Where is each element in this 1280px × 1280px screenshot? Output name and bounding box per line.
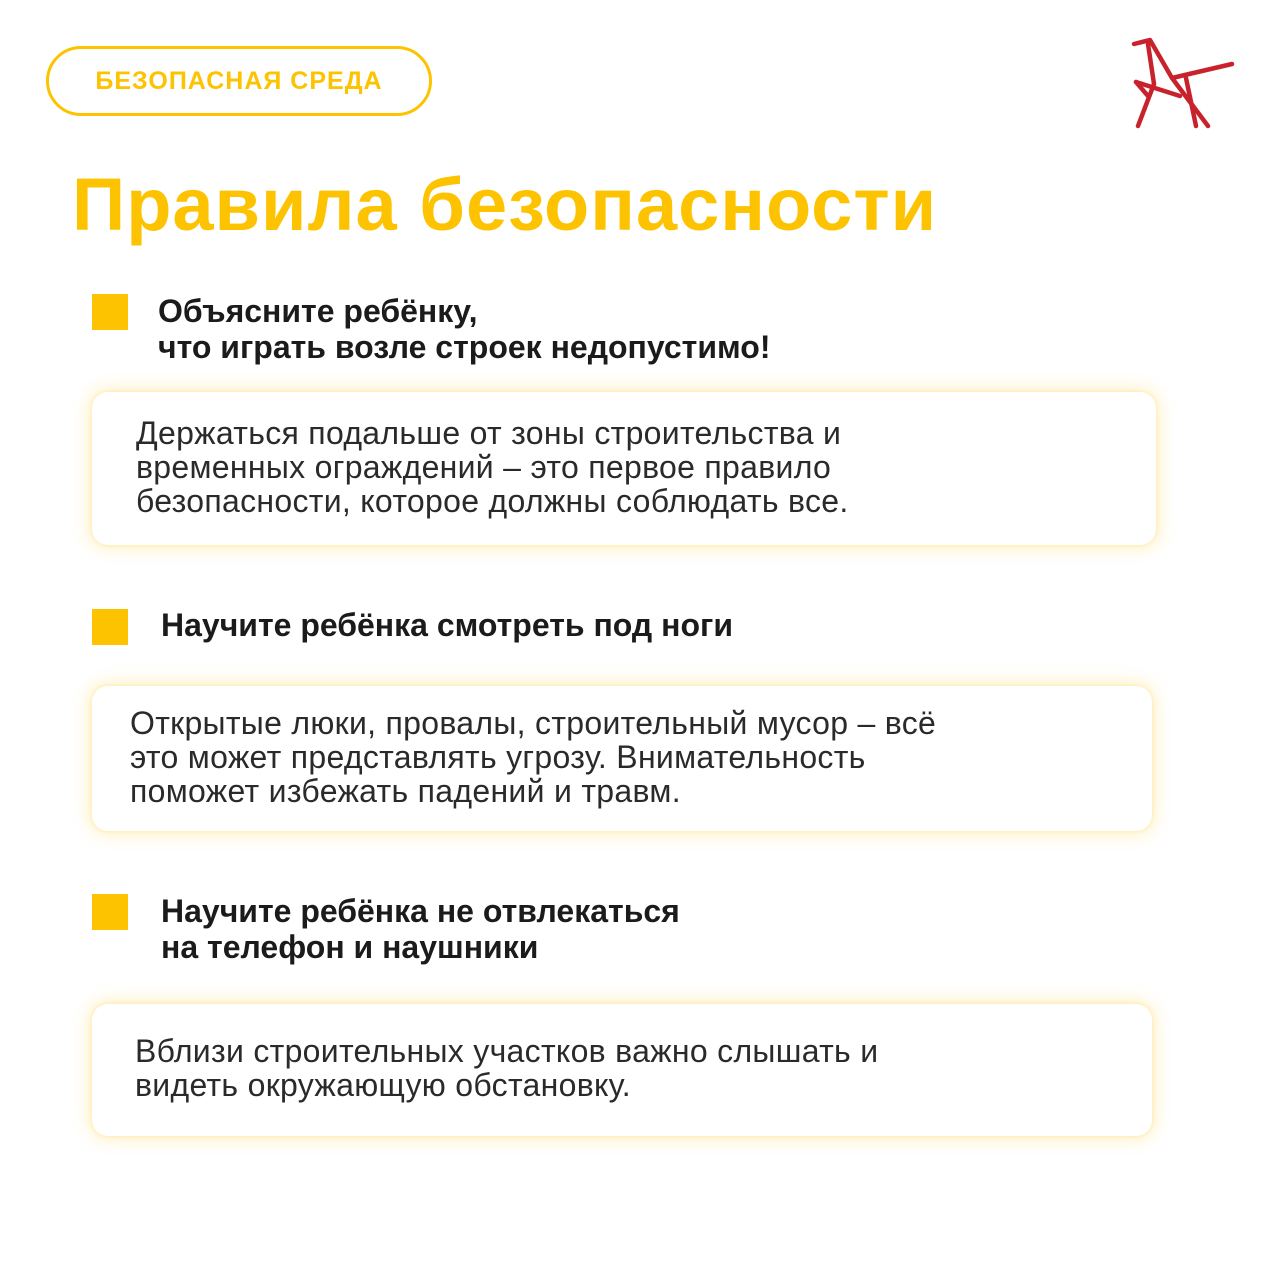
- rule-1-marker: [92, 294, 128, 330]
- rule-1-heading-line: Объясните ребёнку,: [158, 293, 478, 329]
- rule-1-heading: [158, 293, 770, 365]
- rule-3-text-line: Вблизи строительных участков важно слышать и: [135, 1033, 879, 1069]
- rule-3-card: [92, 1004, 1152, 1136]
- section-badge: [46, 46, 432, 116]
- rule-1-text-line: временных ограждений – это первое правило: [136, 449, 832, 485]
- rule-3-marker: [92, 894, 128, 930]
- page-title: Правила безопасности: [72, 163, 938, 246]
- rule-2-heading-line: Научите ребёнка смотреть под ноги: [161, 607, 733, 643]
- rule-1-text-line: безопасности, которое должны соблюдать все.: [136, 483, 849, 519]
- rule-2-marker: [92, 609, 128, 645]
- rule-2-text-line: Открытые люки, провалы, строительный мусор – всё: [130, 705, 937, 741]
- rule-2-text-line: это может представлять угрозу. Внимательность: [130, 739, 866, 775]
- chair-logo-icon: [1120, 34, 1240, 134]
- rule-3-text-line: видеть окружающую обстановку.: [135, 1067, 631, 1103]
- rule-1-text-line: Держаться подальше от зоны строительства и: [136, 415, 842, 451]
- rule-1-text: [136, 416, 849, 518]
- rule-2-card: [92, 686, 1152, 831]
- rule-3-heading-line: на телефон и наушники: [161, 929, 539, 965]
- rule-3-text: [135, 1034, 878, 1102]
- rule-1-heading-line: что играть возле строек недопустимо!: [158, 329, 771, 365]
- rule-2-text-line: поможет избежать падений и травм.: [130, 773, 681, 809]
- section-badge-label: БЕЗОПАСНАЯ СРЕДА: [95, 66, 383, 95]
- rule-1-card: [92, 392, 1156, 545]
- rule-2-text: [130, 706, 936, 808]
- rule-3-heading: [161, 893, 680, 965]
- rule-3-heading-line: Научите ребёнка не отвлекаться: [161, 893, 680, 929]
- rule-2-heading: [161, 607, 733, 643]
